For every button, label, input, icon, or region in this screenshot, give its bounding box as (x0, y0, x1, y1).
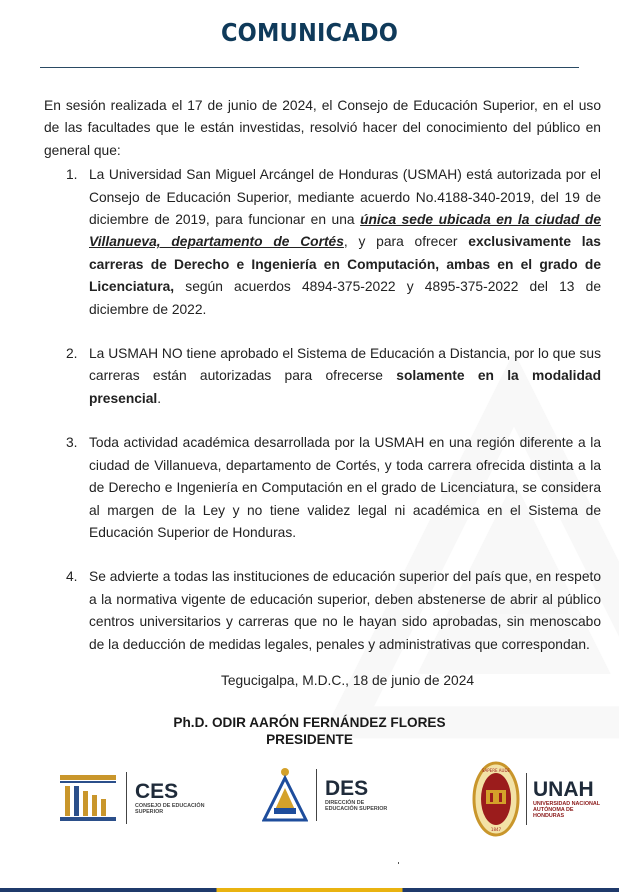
item-text: Se advierte a todas las instituciones de educación superior del país que, en respeto a la normativa vigente de educación superior, deben abstenerse de abrir al público centros universitarios y carreras que no le hayan sido aprobadas, sin menoscabo de la deducción de medidas legales, penales y administrativas que correspondan. (89, 569, 601, 652)
bottom-color-bar (0, 888, 619, 892)
intro-paragraph: En sesión realizada el 17 de junio de 2024, el Consejo de Educación Superior, en el uso de las facultades que le están investidas, resolvió hacer del conocimiento del público en general que: (44, 98, 601, 158)
unah-logo (472, 760, 603, 838)
ces-building-icon (58, 773, 118, 823)
signer-title: PRESIDENTE (266, 732, 353, 747)
des-subtitle: DIRECCIÓN DE EDUCACIÓN SUPERIOR (325, 799, 388, 812)
item-text: La USMAH NO tiene aprobado el Sistema de Educación a Distancia, por lo que sus carreras están autorizadas para ofrecerse (89, 346, 601, 384)
unah-seal-text: SAPERE AUDE (481, 768, 511, 773)
list-item (44, 164, 601, 321)
des-triangle-icon (262, 766, 308, 824)
unah-seal-year: 1847 (490, 827, 502, 832)
des-abbr: DES (325, 776, 369, 800)
item-bold-text: solamente en la modalidad presencial (89, 368, 601, 406)
place-date: Tegucigalpa, M.D.C., 18 de junio de 2024 (220, 672, 475, 688)
list-item (44, 432, 601, 544)
item-bold-text: exclusivamente las carreras de Derecho e Ingeniería en Computación, ambas en el grado de Licenciatura, (89, 234, 601, 295)
item-number: 4. (66, 569, 78, 585)
list-item (44, 343, 601, 410)
signer-name: Ph.D. ODIR AARÓN FERNÁNDEZ FLORES (173, 715, 446, 730)
list-item (44, 566, 601, 656)
item-underlined-text: única sede ubicada en la ciudad de Villanueva, departamento de Cortés (89, 212, 601, 250)
item-number: 1. (66, 167, 78, 183)
document-title: COMUNICADO (220, 18, 399, 47)
resolution-list (44, 164, 601, 656)
ces-abbr: CES (135, 779, 179, 803)
document-body (44, 95, 601, 706)
item-text: La Universidad San Miguel Arcángel de Honduras (USMAH) está autorizada por el Consejo de Educación Superior, mediante acuerdo No.4188-340-2019, del 19 de diciembre de 2019, para funcionar en una (89, 167, 601, 228)
item-number: 3. (66, 435, 78, 451)
item-text: según acuerdos 4894-375-2022 y 4895-375-2022 del 13 de diciembre de 2022. (89, 279, 601, 317)
logo-separator (126, 772, 127, 824)
logo-separator (316, 769, 317, 821)
footer-logos (0, 760, 619, 870)
item-text: . (157, 390, 162, 406)
unah-seal-icon (472, 760, 520, 838)
unah-abbr: UNAH (533, 777, 594, 801)
item-number: 2. (66, 346, 78, 362)
ces-logo (58, 772, 205, 824)
des-logo (262, 766, 395, 824)
item-text: Toda actividad académica desarrollada por la USMAH en una región diferente a la ciudad de Villanueva, departamento de Cortés, y toda carrera ofrecida distinta a la de Derecho e Ingeniería en Computación en el grado de Licenciatura, se considera al margen de la Ley y no tiene validez legal ni académica en el Sistema de Educación Superior de Honduras. (89, 435, 601, 540)
title-divider (40, 67, 579, 68)
unah-subtitle: UNIVERSIDAD NACIONAL AUTÓNOMA DE HONDURAS (533, 800, 600, 820)
item-text: , y para ofrecer (343, 234, 469, 250)
logo-separator (526, 773, 527, 825)
signature-block (0, 714, 619, 748)
document-header (0, 0, 619, 72)
ces-subtitle: CONSEJO DE EDUCACIÓN SUPERIOR (135, 802, 205, 815)
